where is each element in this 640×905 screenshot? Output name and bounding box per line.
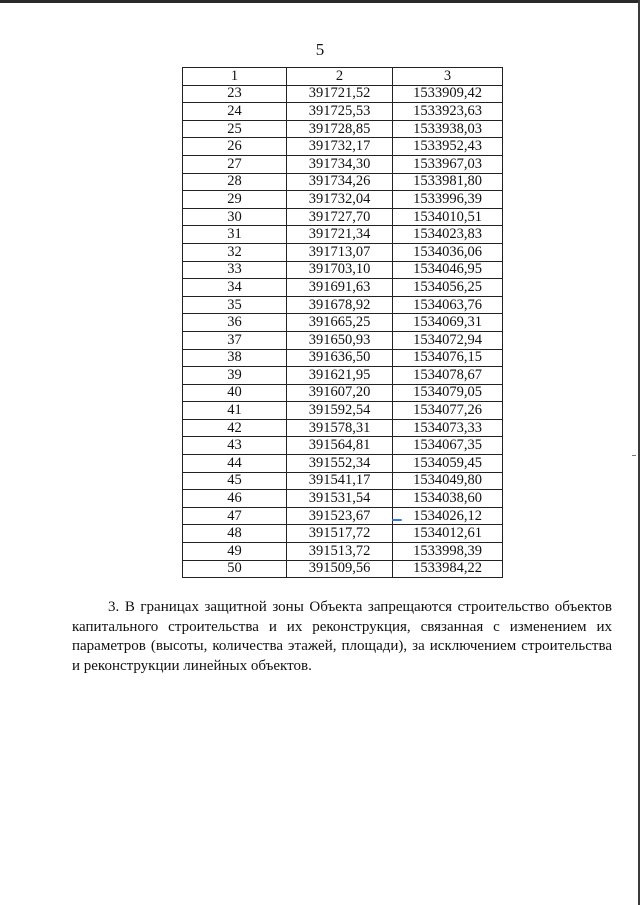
header-cell-y: 3 — [393, 68, 503, 86]
y-coordinate-cell: 1534073,33 — [393, 419, 503, 437]
point-number-cell: 40 — [183, 384, 287, 402]
y-coordinate-cell: 1534036,06 — [393, 243, 503, 261]
point-number-cell: 32 — [183, 243, 287, 261]
x-coordinate-cell: 391650,93 — [287, 331, 393, 349]
y-coordinate-cell: 1533996,39 — [393, 191, 503, 209]
x-coordinate-cell: 391564,81 — [287, 437, 393, 455]
point-number-cell: 26 — [183, 138, 287, 156]
x-coordinate-cell: 391578,31 — [287, 419, 393, 437]
table-row — [183, 402, 503, 420]
y-coordinate-cell: 1534078,67 — [393, 367, 503, 385]
x-coordinate-cell: 391607,20 — [287, 384, 393, 402]
table-row — [183, 191, 503, 209]
x-coordinate-cell: 391727,70 — [287, 208, 393, 226]
x-coordinate-cell: 391728,85 — [287, 120, 393, 138]
x-coordinate-cell: 391621,95 — [287, 367, 393, 385]
table-row — [183, 85, 503, 103]
y-coordinate-cell: 1534069,31 — [393, 314, 503, 332]
y-coordinate-cell: 1534026,12 — [393, 507, 503, 525]
x-coordinate-cell: 391721,34 — [287, 226, 393, 244]
table-row — [183, 173, 503, 191]
scan-dot — [632, 455, 636, 456]
x-coordinate-cell: 391691,63 — [287, 279, 393, 297]
x-coordinate-cell: 391531,54 — [287, 490, 393, 508]
point-number-cell: 29 — [183, 191, 287, 209]
table-row — [183, 103, 503, 121]
point-number-cell: 44 — [183, 455, 287, 473]
page-number: 5 — [315, 40, 325, 59]
table-row — [183, 243, 503, 261]
y-coordinate-cell: 1534072,94 — [393, 331, 503, 349]
table-row — [183, 261, 503, 279]
table-row — [183, 560, 503, 578]
point-number-cell: 31 — [183, 226, 287, 244]
x-coordinate-cell: 391541,17 — [287, 472, 393, 490]
point-number-cell: 36 — [183, 314, 287, 332]
y-coordinate-cell: 1533923,63 — [393, 103, 503, 121]
table-row — [183, 543, 503, 561]
y-coordinate-cell: 1533938,03 — [393, 120, 503, 138]
point-number-cell: 47 — [183, 507, 287, 525]
y-coordinate-cell: 1534076,15 — [393, 349, 503, 367]
table-row — [183, 367, 503, 385]
table-row — [183, 525, 503, 543]
y-coordinate-cell: 1534049,80 — [393, 472, 503, 490]
y-coordinate-cell: 1533984,22 — [393, 560, 503, 578]
point-number-cell: 43 — [183, 437, 287, 455]
table-row — [183, 226, 503, 244]
point-number-cell: 45 — [183, 472, 287, 490]
x-coordinate-cell: 391665,25 — [287, 314, 393, 332]
table-row — [183, 155, 503, 173]
x-coordinate-cell: 391523,67 — [287, 507, 393, 525]
point-number-cell: 48 — [183, 525, 287, 543]
point-number-cell: 50 — [183, 560, 287, 578]
point-number-cell: 49 — [183, 543, 287, 561]
point-number-cell: 27 — [183, 155, 287, 173]
y-coordinate-cell: 1534063,76 — [393, 296, 503, 314]
table-row — [183, 138, 503, 156]
table-row — [183, 208, 503, 226]
pen-mark — [392, 519, 402, 521]
y-coordinate-cell: 1533998,39 — [393, 543, 503, 561]
y-coordinate-cell: 1534046,95 — [393, 261, 503, 279]
x-coordinate-cell: 391721,52 — [287, 85, 393, 103]
x-coordinate-cell: 391732,04 — [287, 191, 393, 209]
y-coordinate-cell: 1533952,43 — [393, 138, 503, 156]
y-coordinate-cell: 1534056,25 — [393, 279, 503, 297]
point-number-cell: 33 — [183, 261, 287, 279]
y-coordinate-cell: 1534077,26 — [393, 402, 503, 420]
y-coordinate-cell: 1534079,05 — [393, 384, 503, 402]
x-coordinate-cell: 391517,72 — [287, 525, 393, 543]
table-row — [183, 279, 503, 297]
point-number-cell: 28 — [183, 173, 287, 191]
x-coordinate-cell: 391552,34 — [287, 455, 393, 473]
y-coordinate-cell: 1533909,42 — [393, 85, 503, 103]
table-row — [183, 120, 503, 138]
point-number-cell: 39 — [183, 367, 287, 385]
table-row — [183, 472, 503, 490]
point-number-cell: 23 — [183, 85, 287, 103]
point-number-cell: 35 — [183, 296, 287, 314]
table-row — [183, 437, 503, 455]
x-coordinate-cell: 391592,54 — [287, 402, 393, 420]
point-number-cell: 42 — [183, 419, 287, 437]
table-row — [183, 349, 503, 367]
table-row — [183, 490, 503, 508]
x-coordinate-cell: 391713,07 — [287, 243, 393, 261]
header-cell-point-number: 1 — [183, 68, 287, 86]
y-coordinate-cell: 1534012,61 — [393, 525, 503, 543]
coordinates-table — [182, 67, 503, 578]
restriction-paragraph: 3. В границах защитной зоны Объекта запрещаются строительство объектов капитального строительства и их реконструкция, связанная с изменением их параметров (высоты, количества этажей, площади), за исключением строительства и реконструкции линейных объектов. — [72, 599, 612, 674]
scan-edge-top — [0, 0, 640, 3]
y-coordinate-cell: 1533981,80 — [393, 173, 503, 191]
y-coordinate-cell: 1534067,35 — [393, 437, 503, 455]
table-row — [183, 296, 503, 314]
point-number-cell: 25 — [183, 120, 287, 138]
point-number-cell: 30 — [183, 208, 287, 226]
table-row — [183, 455, 503, 473]
point-number-cell: 41 — [183, 402, 287, 420]
point-number-cell: 24 — [183, 103, 287, 121]
x-coordinate-cell: 391636,50 — [287, 349, 393, 367]
x-coordinate-cell: 391513,72 — [287, 543, 393, 561]
x-coordinate-cell: 391732,17 — [287, 138, 393, 156]
x-coordinate-cell: 391703,10 — [287, 261, 393, 279]
table-row — [183, 331, 503, 349]
point-number-cell: 46 — [183, 490, 287, 508]
point-number-cell: 34 — [183, 279, 287, 297]
x-coordinate-cell: 391734,26 — [287, 173, 393, 191]
table-row — [183, 507, 503, 525]
header-cell-x: 2 — [287, 68, 393, 86]
table-header-row — [183, 68, 503, 86]
y-coordinate-cell: 1534023,83 — [393, 226, 503, 244]
x-coordinate-cell: 391725,53 — [287, 103, 393, 121]
x-coordinate-cell: 391678,92 — [287, 296, 393, 314]
y-coordinate-cell: 1534010,51 — [393, 208, 503, 226]
x-coordinate-cell: 391734,30 — [287, 155, 393, 173]
table-row — [183, 314, 503, 332]
table-body — [183, 85, 503, 578]
y-coordinate-cell: 1534038,60 — [393, 490, 503, 508]
point-number-cell: 38 — [183, 349, 287, 367]
x-coordinate-cell: 391509,56 — [287, 560, 393, 578]
table-row — [183, 384, 503, 402]
y-coordinate-cell: 1533967,03 — [393, 155, 503, 173]
table-row — [183, 419, 503, 437]
y-coordinate-cell: 1534059,45 — [393, 455, 503, 473]
point-number-cell: 37 — [183, 331, 287, 349]
